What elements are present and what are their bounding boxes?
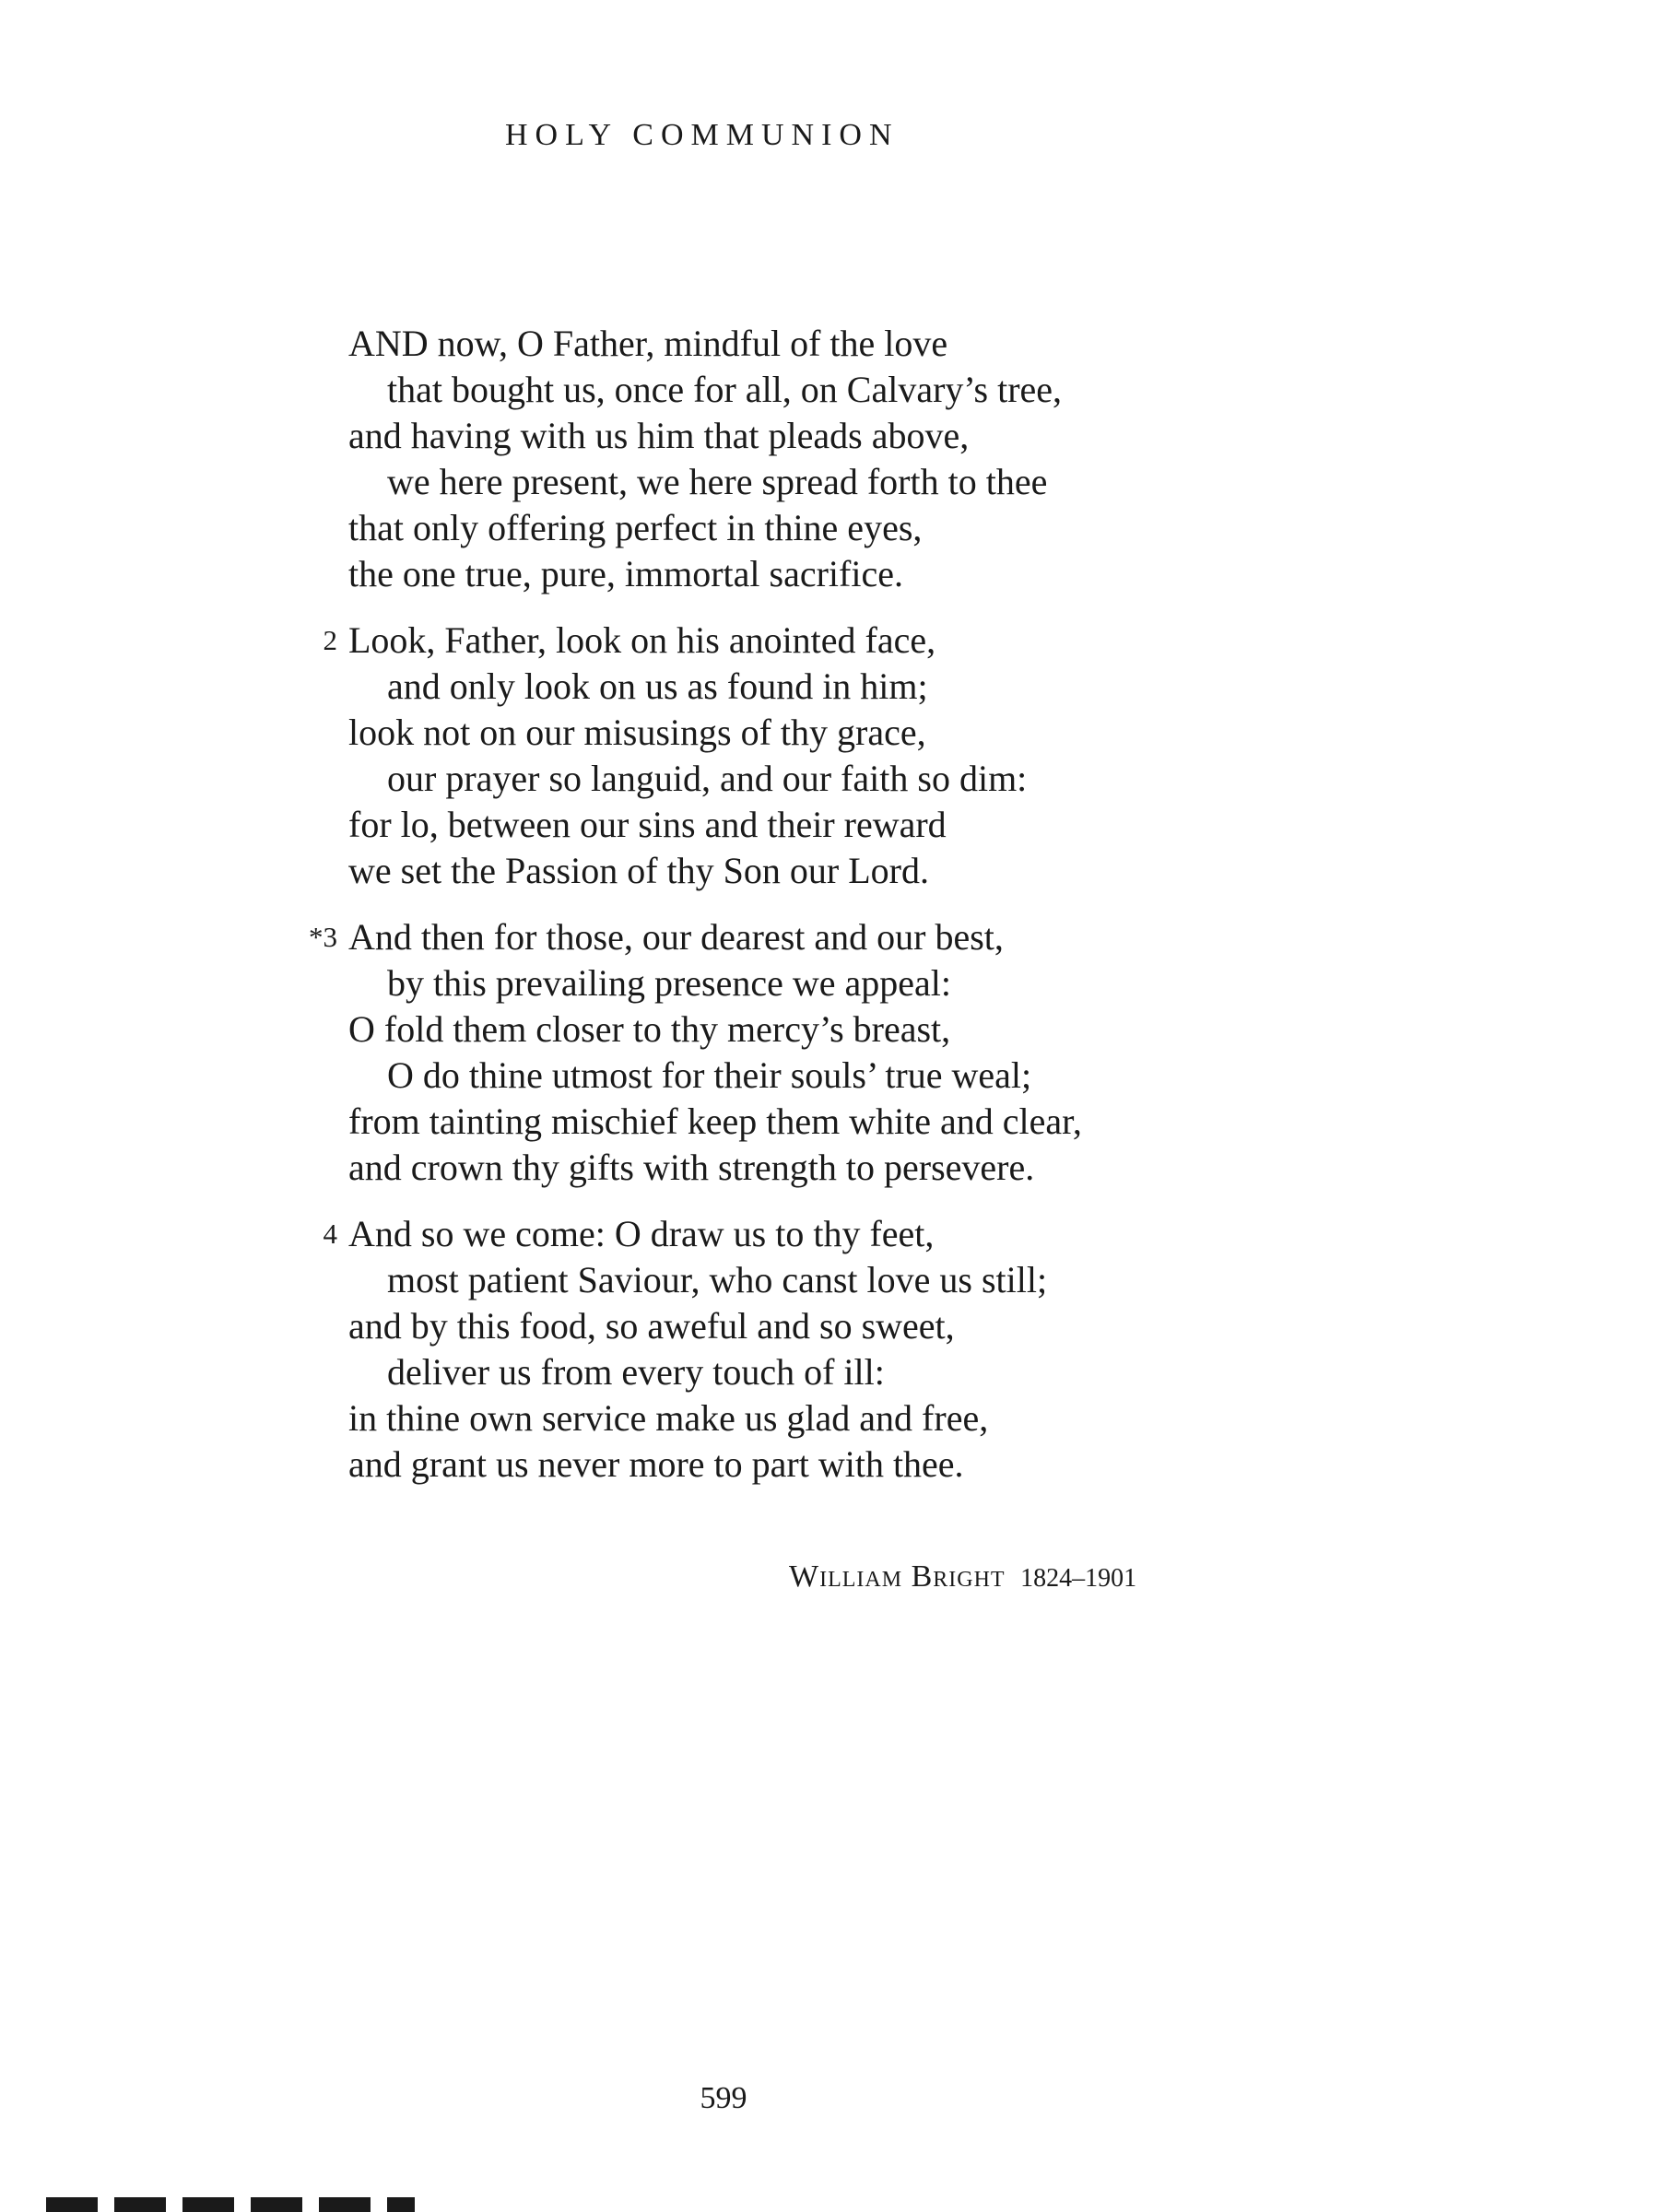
- verse-line: Look, Father, look on his anointed face,: [348, 619, 936, 661]
- verse-line: our prayer so languid, and our faith so dim:: [387, 758, 1028, 799]
- verse-line: O do thine utmost for their souls’ true weal;: [387, 1054, 1032, 1096]
- verse-line: from tainting mischief keep them white and clear,: [348, 1100, 1082, 1142]
- verse-line: most patient Saviour, who canst love us still;: [387, 1259, 1048, 1300]
- verse-line: and by this food, so aweful and so sweet,: [348, 1305, 955, 1347]
- author-name: William Bright: [789, 1559, 1006, 1594]
- author-dates: 1824–1901: [1020, 1564, 1137, 1593]
- verse-number: 4: [323, 1218, 337, 1250]
- verse-2: [323, 618, 1270, 894]
- running-head: HOLY COMMUNION: [505, 118, 900, 152]
- verse-line: and crown thy gifts with strength to persevere.: [348, 1147, 1035, 1188]
- verse-1: [348, 321, 1270, 597]
- verse-line: look not on our misusings of thy grace,: [348, 712, 926, 753]
- verse-line: And so we come: O draw us to thy feet,: [348, 1213, 935, 1254]
- verse-line: And then for those, our dearest and our best,: [348, 916, 1004, 958]
- verse-line: that bought us, once for all, on Calvary’s tree,: [387, 369, 1063, 410]
- verse-line: O fold them closer to thy mercy’s breast,: [348, 1008, 951, 1050]
- verse-line: and having with us him that pleads above,: [348, 415, 970, 456]
- verse-number: 2: [323, 624, 337, 656]
- verse-3: [309, 914, 1270, 1191]
- hymn-text: [309, 321, 1270, 1508]
- verse-line: in thine own service make us glad and free,: [348, 1397, 989, 1439]
- verse-line: we set the Passion of thy Son our Lord.: [348, 850, 929, 891]
- verse-line: by this prevailing presence we appeal:: [387, 962, 951, 1004]
- verse-line: that only offering perfect in thine eyes,: [348, 507, 923, 548]
- verse-line: for lo, between our sins and their reward: [348, 804, 947, 845]
- verse-line: and grant us never more to part with thee.: [348, 1443, 964, 1485]
- verse-line: deliver us from every touch of ill:: [387, 1351, 885, 1393]
- verse-line: we here present, we here spread forth to thee: [387, 461, 1048, 502]
- verse-line: the one true, pure, immortal sacrifice.: [348, 553, 903, 594]
- page-edge-mark: [46, 2197, 415, 2212]
- verse-number: *3: [309, 921, 337, 953]
- verse-4: [323, 1211, 1270, 1488]
- verse-line: AND now, O Father, mindful of the love: [348, 323, 948, 364]
- author-attribution: [789, 1559, 1136, 1594]
- page-number: 599: [700, 2081, 747, 2115]
- verse-line: and only look on us as found in him;: [387, 665, 928, 707]
